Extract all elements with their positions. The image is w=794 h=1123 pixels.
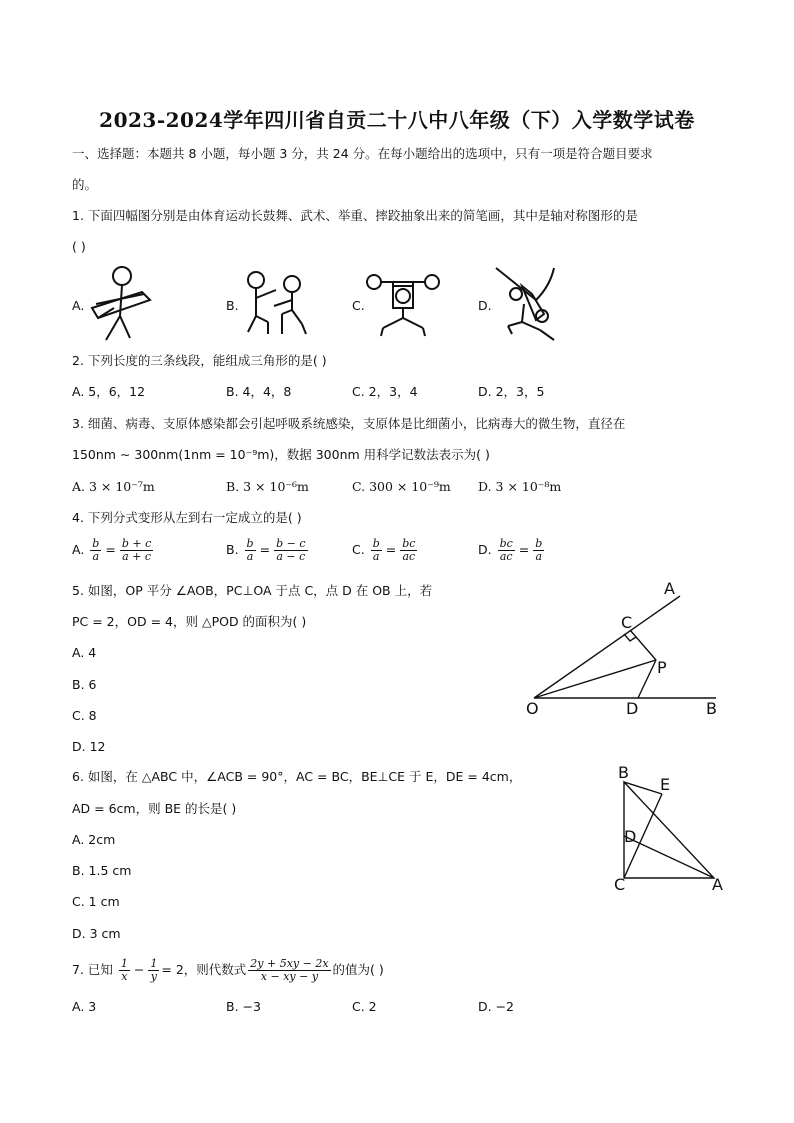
label-e: E	[660, 775, 671, 794]
bisector-op	[534, 660, 656, 698]
numerator: b	[246, 537, 254, 550]
q5-stem: 5. 如图，OP 平分 ∠AOB，PC⊥OA 于点 C，点 D 在 OB 上，若	[72, 583, 433, 598]
q3-option-a[interactable]: A. 3 × 10⁻⁷m	[72, 479, 155, 494]
q1-option-c[interactable]: C.	[352, 298, 365, 313]
q7-prefix: 7. 已知	[72, 962, 113, 977]
fraction	[245, 538, 256, 563]
q4-option-b[interactable]	[226, 538, 310, 563]
q1-option-d[interactable]: D.	[478, 298, 492, 313]
label-a: A	[712, 875, 723, 894]
q2-stem: 2. 下列长度的三条线段，能组成三角形的是( )	[72, 353, 327, 368]
drum-dance-figure	[84, 264, 164, 346]
q1-stem: 1. 下面四幅图分别是由体育运动长鼓舞、武术、举重、摔跤抽象出来的简笔画，其中是轴对称图形的是	[72, 208, 638, 223]
denominator: x − xy − y	[260, 970, 319, 983]
label-b: B	[618, 764, 629, 782]
fraction	[371, 538, 382, 563]
q2-option-b[interactable]: B. 4，4，8	[226, 384, 292, 399]
numerator: b + c	[121, 537, 152, 550]
fraction	[400, 538, 417, 563]
numerator: bc	[499, 537, 513, 550]
q5-option-c[interactable]: C. 8	[72, 708, 97, 723]
q7-option-b[interactable]: B. −3	[226, 999, 261, 1014]
option-label: D.	[478, 542, 492, 557]
numerator: 1	[120, 957, 128, 970]
denominator: y	[150, 970, 157, 983]
q5-option-b[interactable]: B. 6	[72, 677, 97, 692]
fraction	[498, 538, 515, 563]
fraction	[248, 958, 330, 983]
q7-equation-text: = 2，则代数式	[161, 962, 247, 977]
label-c: C	[621, 613, 633, 632]
q3-option-d[interactable]: D. 3 × 10⁻⁸m	[478, 479, 562, 494]
equals-sign: =	[105, 542, 116, 557]
numerator: 2y + 5xy − 2x	[250, 957, 329, 970]
q4-option-a[interactable]	[72, 538, 155, 563]
triangle-figure	[608, 764, 738, 896]
section-heading-line2: 的。	[72, 177, 98, 192]
denominator: x	[121, 970, 128, 983]
q2-option-d[interactable]: D. 2，3，5	[478, 384, 545, 399]
q7-option-a[interactable]: A. 3	[72, 999, 97, 1014]
q1-option-b[interactable]: B.	[226, 298, 239, 313]
label-b: B	[706, 699, 717, 718]
denominator: a + c	[122, 550, 151, 563]
denominator: ac	[499, 550, 513, 563]
q6-stem-line2: AD = 6cm，则 BE 的长是( )	[72, 801, 237, 816]
denominator: a	[246, 550, 254, 563]
fraction	[90, 538, 101, 563]
option-label: C.	[352, 542, 365, 557]
minus-sign: −	[133, 962, 145, 977]
weightlifting-figure	[365, 266, 445, 340]
equals-sign: =	[518, 542, 530, 557]
equals-sign: =	[385, 542, 397, 557]
label-c: C	[614, 875, 626, 894]
q6-option-c[interactable]: C. 1 cm	[72, 894, 120, 909]
segment-pc	[630, 630, 656, 660]
numerator: 1	[150, 957, 158, 970]
fraction	[120, 538, 153, 563]
fraction	[119, 958, 130, 983]
fraction	[533, 538, 544, 563]
option-label: B.	[226, 542, 239, 557]
wrestling-figure	[492, 264, 570, 344]
q7-option-d[interactable]: D. −2	[478, 999, 514, 1014]
denominator: ac	[402, 550, 416, 563]
numerator: bc	[402, 537, 416, 550]
segment-pd	[638, 660, 656, 698]
numerator: b	[92, 537, 100, 550]
denominator: a	[372, 550, 380, 563]
martial-arts-figure	[238, 270, 318, 342]
label-o: O	[526, 699, 539, 718]
section-heading-line1: 一、选择题：本题共 8 小题，每小题 3 分，共 24 分。在每小题给出的选项中，只有一项是符合题目要求	[72, 146, 653, 161]
q1-option-a[interactable]: A.	[72, 298, 85, 313]
q3-option-b[interactable]: B. 3 × 10⁻⁶m	[226, 479, 309, 494]
ray-oa	[534, 596, 680, 698]
q3-stem: 3. 细菌、病毒、支原体感染都会引起呼吸系统感染，支原体是比细菌小，比病毒大的微生物，直径在	[72, 416, 626, 431]
numerator: b	[535, 537, 543, 550]
angle-bisector-figure	[520, 578, 730, 720]
q6-option-a[interactable]: A. 2cm	[72, 832, 116, 847]
denominator: a − c	[276, 550, 306, 563]
fraction	[274, 538, 307, 563]
q3-stem-line2: 150nm ∼ 300nm(1nm = 10⁻⁹m)，数据 300nm 用科学记数法表示为( )	[72, 447, 490, 462]
q4-stem: 4. 下列分式变形从左到右一定成立的是( )	[72, 510, 302, 525]
q2-option-c[interactable]: C. 2，3，4	[352, 384, 418, 399]
q6-stem: 6. 如图，在 △ABC 中，∠ACB = 90°，AC = BC，BE⊥CE 于 E，DE = 4cm，	[72, 769, 522, 784]
q5-stem-line2: PC = 2，OD = 4，则 △POD 的面积为( )	[72, 614, 307, 629]
numerator: b	[372, 537, 380, 550]
denominator: a	[92, 550, 100, 563]
q5-option-a[interactable]: A. 4	[72, 645, 97, 660]
label-a: A	[664, 579, 675, 598]
q4-option-c[interactable]	[352, 538, 419, 563]
label-p: P	[657, 658, 667, 677]
q3-option-c[interactable]: C. 300 × 10⁻⁹m	[352, 479, 451, 494]
q4-option-d[interactable]	[478, 538, 546, 563]
q7-suffix: 的值为( )	[332, 962, 384, 977]
fraction	[148, 958, 159, 983]
page-title: 2023-2024学年四川省自贡二十八中八年级（下）入学数学试卷	[99, 108, 695, 132]
q6-option-b[interactable]: B. 1.5 cm	[72, 863, 132, 878]
q7-option-c[interactable]: C. 2	[352, 999, 377, 1014]
label-d: D	[626, 699, 639, 718]
option-label: A.	[72, 542, 85, 557]
q2-option-a[interactable]: A. 5，6，12	[72, 384, 146, 399]
q7-stem	[72, 958, 384, 983]
equals-sign: =	[259, 542, 271, 557]
triangle-abc	[624, 782, 714, 878]
q1-paren: ( )	[72, 239, 86, 254]
q5-option-d[interactable]: D. 12	[72, 739, 106, 754]
q6-option-d[interactable]: D. 3 cm	[72, 926, 121, 941]
denominator: a	[535, 550, 543, 563]
numerator: b − c	[276, 537, 306, 550]
segment-ad	[624, 836, 714, 878]
label-d: D	[624, 827, 637, 846]
